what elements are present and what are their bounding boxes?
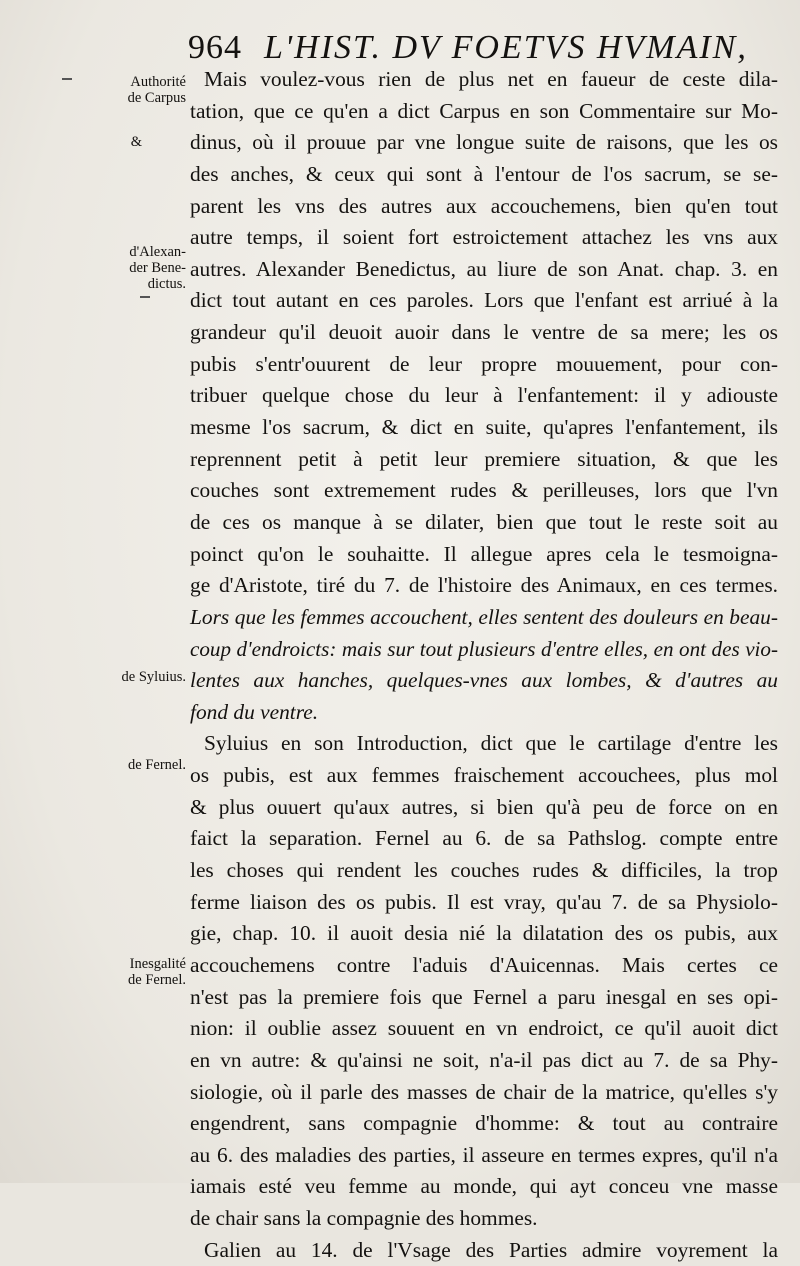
text-line-quote: coup d'endroicts: mais sur tout plusieurs d'entre elles, en ont des vio-	[190, 636, 778, 661]
main-text	[190, 64, 778, 1266]
text-line: n'est pas la premiere fois que Fernel a paru inesgal en ses opi-	[190, 984, 778, 1009]
margin-note-line: de Fernel.	[128, 757, 186, 773]
margin-note-line: Authorité	[130, 74, 186, 90]
text-line: engendrent, sans compagnie d'homme: & tout au contraire	[190, 1111, 778, 1136]
text-line: Syluius en son Introduction, dict que le cartilage d'entre les	[204, 731, 778, 756]
text-line: pubis s'entr'ouurent de leur propre mouuement, pour con-	[190, 351, 778, 376]
text-line: iamais esté veu femme au monde, qui ayt conceu vne masse	[190, 1174, 778, 1199]
text-line: accouchemens contre l'aduis d'Auicennas. Mais certes ce	[190, 952, 778, 977]
text-line: siologie, où il parle des masses de chair de la matrice, qu'elles s'y	[190, 1079, 778, 1104]
folio-number: 964	[188, 29, 242, 66]
text-line: parent les vns des autres aux accouchemens, bien qu'en tout	[190, 193, 778, 218]
text-line: mesme l'os sacrum, & dict en suite, qu'apres l'enfantement, ils	[190, 415, 778, 440]
text-line: reprennent petit à petit leur premiere situation, & que les	[190, 446, 778, 471]
text-line: des anches, & ceux qui sont à l'entour de l'os sacrum, se se-	[190, 161, 778, 186]
text-line: dinus, où il prouue par vne longue suite de raisons, que les os	[190, 130, 778, 155]
text-line: tribuer quelque chose du leur à l'enfantement: il y adiouste	[190, 383, 778, 408]
margin-note-line: de Syluius.	[121, 669, 186, 685]
text-line: au 6. des maladies des parties, il asseure en termes expres, qu'il n'a	[190, 1142, 778, 1167]
text-line: autres. Alexander Benedictus, au liure de son Anat. chap. 3. en	[190, 256, 778, 281]
margin-note-line: der Bene-	[129, 260, 186, 276]
text-line: couches sont extremement rudes & perilleuses, lors que l'vn	[190, 478, 778, 503]
margin-note-line: d'Alexan-	[129, 244, 186, 260]
margin-note-ampersand	[78, 134, 142, 150]
text-line: Mais voulez-vous rien de plus net en faueur de ceste dila-	[204, 67, 778, 91]
margin-note-benedictus	[78, 244, 186, 292]
text-line-quote: fond du ventre.	[190, 699, 319, 724]
text-line: dict tout autant en ces paroles. Lors que l'enfant est arriué à la	[190, 288, 778, 313]
margin-note-fernel	[78, 757, 186, 773]
text-line: Galien au 14. de l'Vsage des Parties admire voyrement la	[204, 1237, 778, 1262]
margin-note-syluius	[78, 669, 186, 685]
text-line: gie, chap. 10. il auoit desia nié la dilatation des os pubis, aux	[190, 921, 778, 946]
text-line: de ces os manque à se dilater, bien que tout le reste soit au	[190, 509, 778, 534]
text-line: ge d'Aristote, tiré du 7. de l'histoire des Animaux, en ces termes.	[190, 573, 778, 598]
margin-note-line: Inesgalité	[129, 956, 186, 972]
margin-note-line: &	[130, 134, 142, 150]
text-line-quote: Lors que les femmes accouchent, elles sentent des douleurs en beau-	[190, 604, 778, 629]
text-line: les choses qui rendent les couches rudes & difficiles, la trop	[190, 858, 778, 883]
text-line: ferme liaison des os pubis. Il est vray, qu'au 7. de sa Physiolo-	[190, 889, 778, 914]
text-line: & plus ouuert qu'aux autres, si bien qu'à peu de force on en	[190, 794, 778, 819]
text-line: en vn autre: & qu'ainsi ne soit, n'a-il pas dict au 7. de sa Phy-	[190, 1047, 778, 1072]
text-line: os pubis, est aux femmes fraischement accouchees, plus mol	[190, 763, 778, 788]
margin-note-line: de Carpus	[127, 90, 186, 106]
text-line: grandeur qu'il deuoit auoir dans le ventre de sa mere; les os	[190, 320, 778, 345]
margin-note-inesgalite	[78, 956, 186, 988]
text-line: tation, que ce qu'en a dict Carpus en son Commentaire sur Mo-	[190, 98, 778, 123]
margin-mark	[140, 296, 150, 298]
text-line: de chair sans la compagnie des hommes.	[190, 1206, 538, 1231]
margin-note-carpus	[78, 74, 186, 106]
running-title: L'HIST. DV FOETVS HVMAIN,	[264, 29, 748, 66]
text-line-quote: lentes aux hanches, quelques-vnes aux lombes, & d'autres au	[190, 668, 778, 693]
margin-note-line: de Fernel.	[128, 972, 186, 988]
margin-mark	[62, 78, 72, 80]
text-line: nion: il oublie assez souuent en vn endroict, ce qu'il auoit dict	[190, 1016, 778, 1041]
text-line: faict la separation. Fernel au 6. de sa Pathslog. compte entre	[190, 826, 778, 851]
text-line: poinct qu'on le souhaitte. Il allegue apres cela le tesmoigna-	[190, 541, 778, 566]
text-line: autre temps, il soient fort estroictement attachez les vns aux	[190, 225, 778, 250]
margin-note-line: dictus.	[147, 276, 186, 292]
